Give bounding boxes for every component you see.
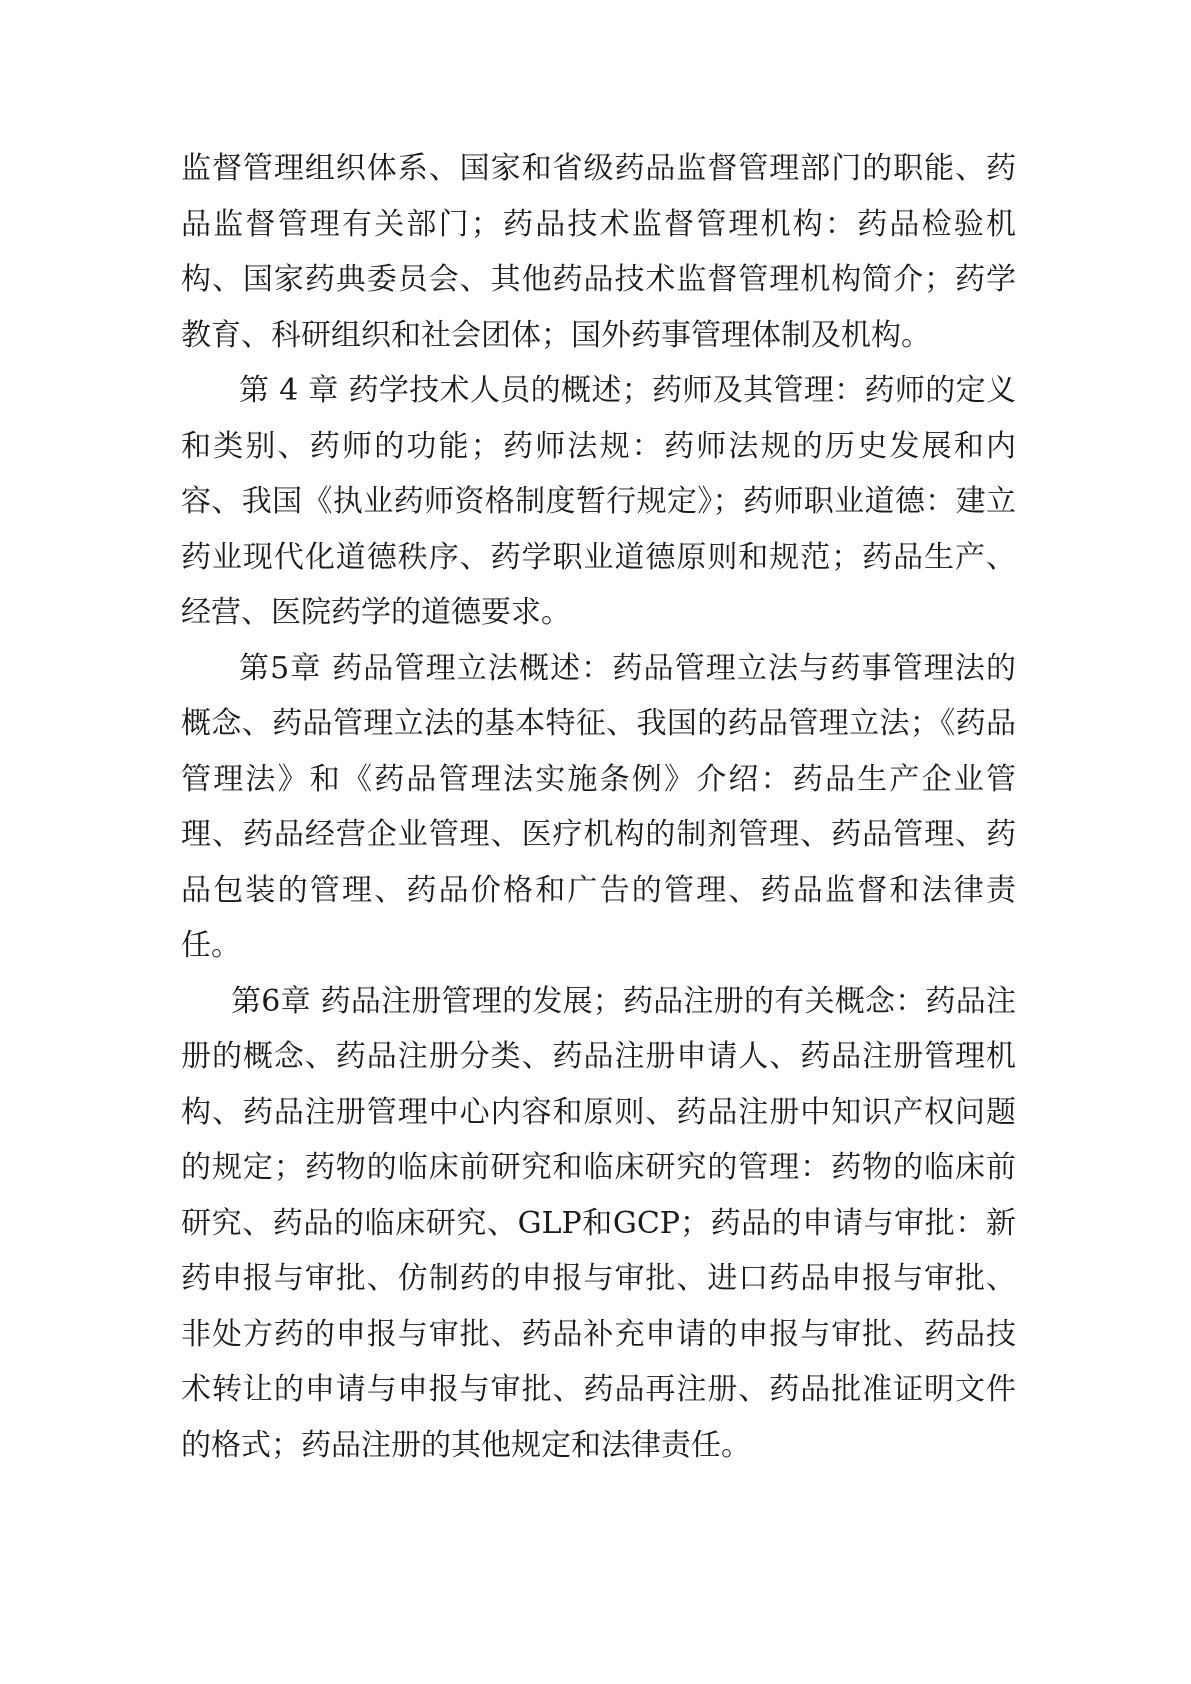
document-body (181, 141, 1016, 1473)
paragraph-chapter-6: 第6章 药品注册管理的发展；药品注册的有关概念：药品注册的概念、药品注册分类、药品注册申请人、药品注册管理机构、药品注册管理中心内容和原则、药品注册中知识产权问题的规定；药物的临床前研究和临床研究的管理：药物的临床前研究、药品的临床研究、GLP和GCP；药品的申请与审批：新药申报与审批、仿制药的申报与审批、进口药品申报与审批、非处方药的申报与审批、药品补充申请的申报与审批、药品技术转让的申请与申报与审批、药品再注册、药品批准证明文件的格式；药品注册的其他规定和法律责任。 (181, 983, 1016, 1463)
paragraph-continuation: 监督管理组织体系、国家和省级药品监督管理部门的职能、药品监督管理有关部门；药品技术监督管理机构：药品检验机构、国家药典委员会、其他药品技术监督管理机构简介；药学教育、科研组织和社会团体；国外药事管理体制及机构。 (181, 151, 1016, 353)
paragraph-chapter-5: 第5章 药品管理立法概述：药品管理立法与药事管理法的概念、药品管理立法的基本特征、我国的药品管理立法；《药品管理法》和《药品管理法实施条例》介绍：药品生产企业管理、药品经营企业管理、医疗机构的制剂管理、药品管理、药品包装的管理、药品价格和广告的管理、药品监督和法律责任。 (181, 650, 1016, 963)
paragraph-chapter-4: 第 4 章 药学技术人员的概述；药师及其管理：药师的定义和类别、药师的功能；药师法规：药师法规的历史发展和内容、我国《执业药师资格制度暂行规定》；药师职业道德：建立药业现代化道德秩序、药学职业道德原则和规范；药品生产、经营、医院药学的道德要求。 (181, 373, 1016, 630)
